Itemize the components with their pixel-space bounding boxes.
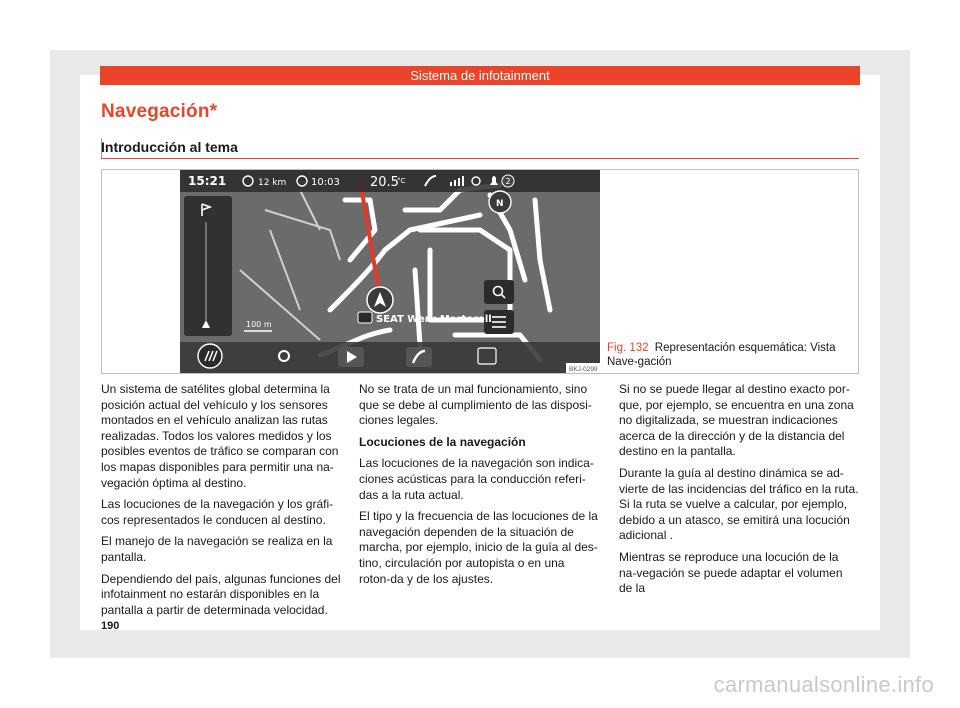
paragraph: El manejo de la navegación se realiza en la pantalla. xyxy=(101,534,333,564)
paragraph: Las locuciones de la navegación y los gráfi-cos representados le conducen al destino. xyxy=(101,497,334,527)
figure-label: Fig. 132 xyxy=(607,342,649,354)
paragraph: Mientras se reproduce una locución de la na-vegación se puede adaptar el volumen de la xyxy=(619,549,843,596)
notification-count: 2 xyxy=(505,177,511,186)
subsection-title: Introducción al tema xyxy=(101,139,238,155)
location-label: SEAT Werk Martorell xyxy=(376,314,492,325)
route-progress-panel xyxy=(184,196,232,336)
navigation-screen-image xyxy=(180,170,600,373)
screen-distance: 12 km xyxy=(258,178,287,188)
climate-button-icon xyxy=(198,344,222,368)
figure-caption xyxy=(607,341,857,369)
paragraph: Dependiendo del país, algunas funciones del infotainment no estarán disponibles en la pantalla a partir de determinada velocidad. xyxy=(101,571,341,617)
map-search-button xyxy=(484,280,514,304)
paragraph: Las locuciones de la navegación son indica-ciones acústicas para la conducción referi-das a la ruta actual. xyxy=(359,456,594,502)
compass-label: N xyxy=(496,199,504,209)
bottom-bar xyxy=(180,342,600,373)
figure-code: BKJ-0299 xyxy=(569,366,598,373)
paragraph: Si no se puede llegar al destino exacto por-que, por ejemplo, se encuentra en una zona no digitalizada, se muestran indicaciones acerca de la dirección y de la distancia del destino en la pantalla. xyxy=(619,382,854,459)
paragraph: Durante la guía al destino dinámica se ad-vierte de las incidencias del tráfico en la ruta. Si la ruta se vuelve a calcular, por ejemplo, debido a un atasco, se emitirá una locución adicional . xyxy=(619,465,859,543)
text-column-1 xyxy=(101,382,341,624)
paragraph: No se trata de un mal funcionamiento, sino que se debe al cumplimiento de las disposi-ciones legales. xyxy=(359,382,592,428)
paragraph-heading: Locuciones de la navegación xyxy=(359,434,526,449)
section-title: Navegación* xyxy=(101,101,218,122)
paragraph: El tipo y la frecuencia de las locuciones de la navegación dependen de la situación de marcha, por ejemplo, inicio de la guía al des-tino, circulación por autopista o en una roton-da y de los ajustes. xyxy=(359,509,598,586)
parking-icon xyxy=(358,312,372,323)
figure-caption-text: Representación esquemática: Vista Nave-gación xyxy=(607,342,836,368)
screen-time: 15:21 xyxy=(188,174,227,188)
text-column-2 xyxy=(359,382,599,593)
page-number: 190 xyxy=(101,620,120,632)
screen-temperature-unit: °C xyxy=(397,177,406,185)
phone-button xyxy=(406,347,432,367)
map-scale-label: 100 m xyxy=(246,320,272,329)
watermark: carmanualsonline.info xyxy=(713,672,934,697)
chapter-header: Sistema de infotainment xyxy=(100,66,860,85)
text-column-3 xyxy=(619,382,859,603)
subsection-rule xyxy=(101,158,859,159)
paragraph: Un sistema de satélites global determina la posición actual del vehículo y los sensores montados en el vehículo analizan las rutas realizadas. Todos los valores medidos y los posibles eventos de tráfico se comparan con los mapas disponibles para permitir una na-vegación óptima al destino. xyxy=(101,382,339,490)
screen-eta: 10:03 xyxy=(311,177,340,188)
screen-temperature: 20.5 xyxy=(370,175,399,190)
